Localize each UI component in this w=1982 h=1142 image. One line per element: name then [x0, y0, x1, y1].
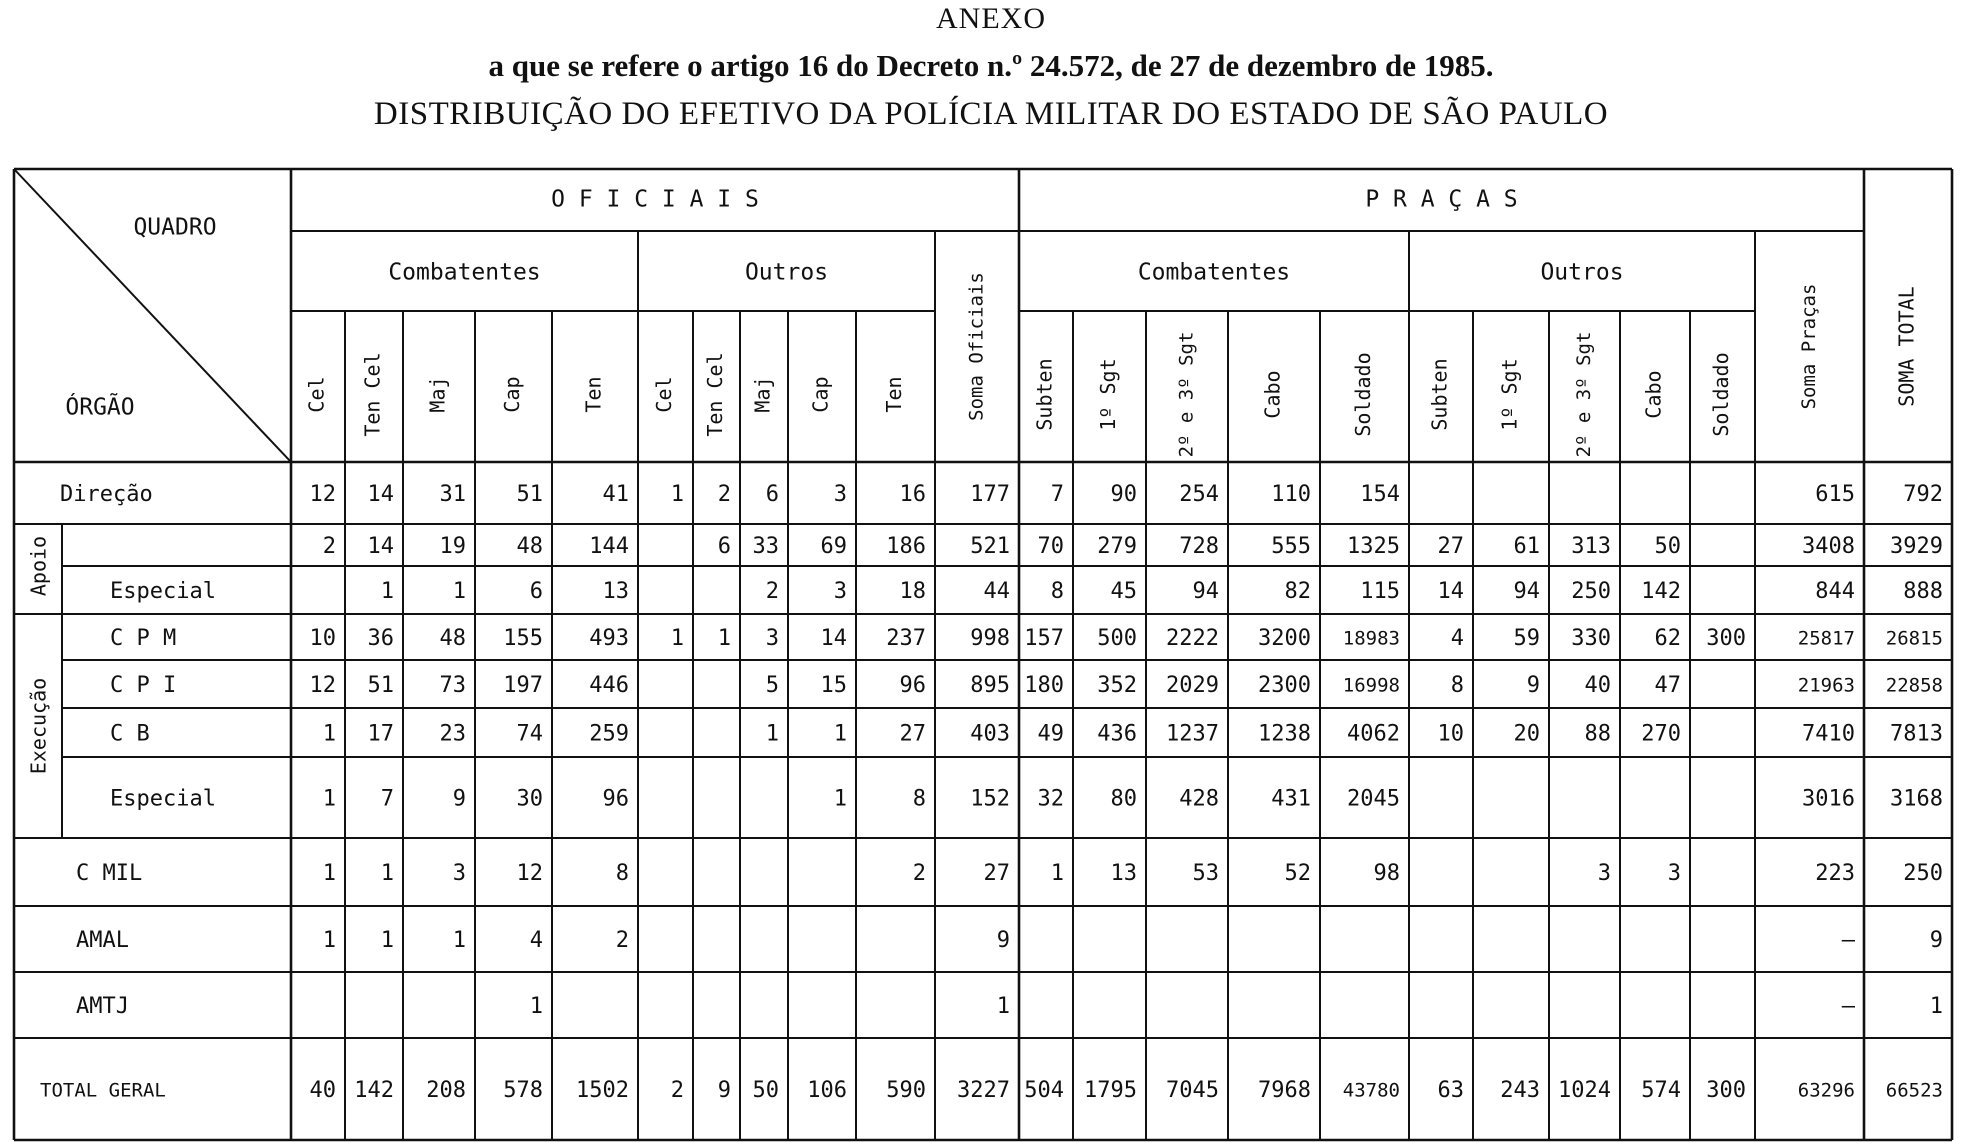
table-cell: 40 [1584, 673, 1611, 698]
table-cell: 33 [752, 534, 779, 559]
decree-reference: a que se refere o artigo 16 do Decreto n.º 24.572, de 27 de dezembro de 1985. [488, 48, 1494, 83]
table-cell: 3 [1597, 861, 1611, 886]
table-cell: 1 [380, 861, 394, 886]
column-header: Soldado [1709, 352, 1733, 437]
table-cell: 12 [309, 673, 336, 698]
subgroup-pracas-combatentes: Combatentes [1137, 259, 1291, 286]
column-header: Subten [1032, 358, 1057, 431]
table-cell: 59 [1513, 626, 1540, 651]
table-cell: 6 [765, 482, 779, 507]
table-cell: 3168 [1890, 786, 1943, 812]
table-cell: 51 [516, 482, 543, 507]
column-header: Soldado [1351, 352, 1375, 437]
corner-quadro-label: QUADRO [133, 214, 217, 241]
table-cell: 14 [820, 626, 847, 651]
table-cell: 615 [1815, 482, 1855, 507]
table-cell: 7813 [1890, 721, 1943, 747]
table-cell: 1 [833, 786, 847, 812]
column-header: Ten [882, 376, 906, 413]
column-header: Soma Oficiais [965, 272, 988, 421]
table-cell: 2300 [1258, 673, 1311, 698]
table-cell: 115 [1360, 579, 1400, 604]
group-oficiais-label: O F I C I A I S [551, 186, 759, 213]
table-cell: 44 [983, 579, 1010, 604]
table-cell: 3227 [957, 1078, 1010, 1103]
table-cell: 8 [615, 861, 629, 886]
column-header: 1º Sgt [1497, 358, 1522, 431]
table-cell: 7 [380, 786, 394, 812]
table-cell: 144 [589, 534, 629, 559]
table-cell: 1 [452, 579, 466, 604]
table-cell: 1 [322, 928, 336, 953]
column-header: Ten Cel [360, 352, 385, 437]
table-cell: 2 [717, 482, 731, 507]
table-cell: 9 [452, 786, 466, 812]
table-cell: – [1841, 928, 1855, 953]
table-cell: 82 [1284, 579, 1311, 604]
table-cell: 177 [970, 482, 1010, 507]
table-cell: 6 [529, 579, 543, 604]
table-cell: 1 [996, 994, 1010, 1019]
table-cell: 90 [1110, 482, 1137, 507]
table-cell: 12 [309, 482, 336, 507]
table-cell: 1 [529, 994, 543, 1019]
table-cell: 1 [322, 861, 336, 886]
table-cell: 50 [1654, 534, 1681, 559]
table-cell: 61 [1513, 534, 1540, 559]
table-cell: 352 [1097, 673, 1137, 698]
table-cell: 300 [1706, 626, 1746, 651]
table-cell: 844 [1815, 579, 1855, 604]
table-cell: 69 [820, 534, 847, 559]
table-cell: 74 [516, 721, 543, 747]
document-subtitle: DISTRIBUIÇÃO DO EFETIVO DA POLÍCIA MILITAR DO ESTADO DE SÃO PAULO [373, 96, 1609, 132]
table-cell: 7 [1050, 482, 1064, 507]
column-header: Ten Cel [703, 352, 727, 437]
table-cell: 1 [1929, 994, 1943, 1019]
table-cell: 19 [439, 534, 466, 559]
column-header: Cap [808, 376, 833, 413]
table-cell: 1 [833, 721, 847, 747]
column-header: SOMA TOTAL [1894, 286, 1919, 407]
table-cell: 431 [1271, 786, 1311, 812]
column-header: Subten [1427, 358, 1452, 431]
table-cell: 40 [309, 1078, 336, 1103]
table-cell: 3200 [1258, 626, 1311, 651]
group-pracas-label: P R A Ç A S [1365, 186, 1518, 213]
table-cell: 1 [717, 626, 731, 651]
table-cell: 18 [899, 579, 926, 604]
table-cell: 574 [1641, 1078, 1681, 1103]
table-cell: 73 [439, 673, 466, 698]
table-cell: 66523 [1885, 1079, 1943, 1102]
table-cell: 16 [899, 482, 926, 507]
grid-line [14, 169, 291, 462]
column-header: Maj [425, 376, 450, 413]
table-cell: 62 [1654, 626, 1681, 651]
table-cell: 998 [970, 626, 1010, 651]
table-cell: 3 [833, 579, 847, 604]
side-label-execucao: Execução [26, 677, 51, 775]
table-cell: 728 [1179, 534, 1219, 559]
table-cell: 279 [1097, 534, 1137, 559]
table-cell: 15 [820, 673, 847, 698]
column-header: 2º e 3º Sgt [1573, 331, 1595, 458]
table-cell: 1 [322, 786, 336, 812]
table-cell: 45 [1110, 579, 1137, 604]
table-cell: 27 [899, 721, 926, 747]
table-cell: 2 [322, 534, 336, 559]
table-cell: 48 [439, 626, 466, 651]
table-cell: 2 [615, 928, 629, 953]
table-cell: 155 [503, 626, 543, 651]
table-cell: 254 [1179, 482, 1219, 507]
column-header: Cap [500, 376, 524, 413]
table-cell: 1 [452, 928, 466, 953]
table-cell: 88 [1584, 721, 1611, 747]
table-cell: 32 [1037, 786, 1064, 812]
table-cell: 6 [717, 534, 731, 559]
table-cell: 428 [1179, 786, 1219, 812]
table-cell: 330 [1571, 626, 1611, 651]
table-cell: 96 [602, 786, 629, 812]
table-cell: 16998 [1342, 674, 1400, 697]
table-cell: 300 [1706, 1078, 1746, 1103]
table-cell: 9 [996, 928, 1010, 953]
row-label: Direção [60, 482, 153, 507]
table-cell: 3408 [1802, 534, 1855, 559]
column-header: Soma Praças [1798, 283, 1820, 410]
table-cell: 250 [1571, 579, 1611, 604]
table-cell: 9 [1929, 928, 1943, 953]
table-cell: 1024 [1558, 1078, 1611, 1103]
table-cell: 1 [670, 482, 684, 507]
table-cell: 888 [1903, 579, 1943, 604]
table-cell: 21963 [1797, 674, 1855, 697]
table-cell: 142 [1641, 579, 1681, 604]
table-cell: 197 [503, 673, 543, 698]
table-cell: 27 [1437, 534, 1464, 559]
table-cell: 792 [1903, 482, 1943, 507]
table-cell: 436 [1097, 721, 1137, 747]
table-cell: 590 [886, 1078, 926, 1103]
table-cell: 36 [367, 626, 394, 651]
table-cell: 2029 [1166, 673, 1219, 698]
row-label: C P I [110, 673, 177, 698]
table-cell: 18983 [1342, 627, 1400, 650]
table-cell: 3 [452, 861, 466, 886]
table-cell: 154 [1360, 482, 1400, 507]
table-cell: 1795 [1084, 1078, 1137, 1103]
table-cell: 8 [912, 786, 926, 812]
table-cell: 1325 [1347, 534, 1400, 559]
table-cell: 63 [1437, 1078, 1464, 1103]
table-cell: 96 [899, 673, 926, 698]
table-cell: 3 [1667, 861, 1681, 886]
table-cell: 3 [833, 482, 847, 507]
table-cell: 152 [970, 786, 1010, 812]
table-cell: 1 [380, 579, 394, 604]
column-header: Cabo [1260, 370, 1285, 419]
table-cell: 31 [439, 482, 466, 507]
table-cell: 2222 [1166, 626, 1219, 651]
table-cell: 50 [752, 1078, 779, 1103]
table-cell: 500 [1097, 626, 1137, 651]
column-header: 2º e 3º Sgt [1175, 331, 1198, 458]
table-cell: 12 [516, 861, 543, 886]
table-cell: 1 [380, 928, 394, 953]
table-cell: 3016 [1802, 786, 1855, 812]
column-header: Cel [304, 376, 329, 413]
table-cell: 70 [1037, 534, 1064, 559]
row-label: C B [110, 721, 150, 747]
table-cell: 270 [1641, 721, 1681, 747]
table-cell: 14 [1437, 579, 1464, 604]
table-cell: 2 [765, 579, 779, 604]
table-cell: 578 [503, 1078, 543, 1103]
table-cell: 48 [516, 534, 543, 559]
table-cell: 2 [912, 861, 926, 886]
table-cell: 2 [670, 1078, 684, 1103]
column-header: Ten [581, 376, 606, 413]
table-cell: 1238 [1258, 721, 1311, 747]
table-cell: 4 [529, 928, 543, 953]
table-cell: 4062 [1347, 721, 1400, 747]
table-cell: 2045 [1347, 786, 1400, 812]
table-cell: 13 [602, 579, 629, 604]
row-label: C MIL [76, 861, 143, 886]
table-cell: 27 [983, 861, 1010, 886]
corner-orgao-label: ÓRGÃO [65, 394, 135, 421]
table-cell: 250 [1903, 861, 1943, 886]
table-cell: 9 [1526, 673, 1540, 698]
column-header: Cabo [1641, 370, 1666, 419]
table-cell: 30 [516, 786, 543, 812]
table-cell: 208 [426, 1078, 466, 1103]
table-cell: 9 [717, 1078, 731, 1103]
table-cell: 26815 [1885, 627, 1943, 650]
annex-title: ANEXO [936, 2, 1046, 35]
table-cell: 313 [1571, 534, 1611, 559]
table-cell: 4 [1450, 626, 1464, 651]
table-cell: 142 [354, 1078, 394, 1103]
table-cell: 7045 [1166, 1078, 1219, 1103]
table-cell: 186 [886, 534, 926, 559]
column-header: Cel [652, 376, 676, 413]
row-label: TOTAL GERAL [40, 1079, 166, 1102]
table-cell: 1 [765, 721, 779, 747]
table-cell: 555 [1271, 534, 1311, 559]
table-cell: 47 [1654, 673, 1681, 698]
table-cell: 63296 [1797, 1079, 1855, 1102]
table-cell: 10 [1437, 721, 1464, 747]
table-cells [27, 187, 1944, 1104]
table-cell: 51 [367, 673, 394, 698]
table-cell: 41 [602, 482, 629, 507]
table-cell: 243 [1500, 1078, 1540, 1103]
table-cell: 43780 [1342, 1079, 1400, 1102]
table-cell: 20 [1513, 721, 1540, 747]
table-cell: 80 [1110, 786, 1137, 812]
table-cell: 1 [322, 721, 336, 747]
column-header: 1º Sgt [1096, 358, 1120, 431]
table-cell: 22858 [1885, 674, 1943, 697]
subgroup-oficiais-outros: Outros [744, 259, 829, 286]
table-cell: 7968 [1258, 1078, 1311, 1103]
table-cell: 8 [1450, 673, 1464, 698]
table-cell: 10 [309, 626, 336, 651]
table-cell: 14 [367, 482, 394, 507]
table-cell: 52 [1284, 861, 1311, 886]
table-cell: 13 [1110, 861, 1137, 886]
table-cell: 23 [439, 721, 466, 747]
row-label: Especial [110, 579, 216, 604]
table-cell: 237 [886, 626, 926, 651]
table-cell: 1237 [1166, 721, 1219, 747]
table-cell: 3929 [1890, 534, 1943, 559]
table-cell: 14 [367, 534, 394, 559]
row-label: AMTJ [76, 994, 129, 1019]
table-cell: 446 [589, 673, 629, 698]
table-cell: 3 [765, 626, 779, 651]
subgroup-pracas-outros: Outros [1540, 259, 1624, 286]
table-cell: 94 [1192, 579, 1219, 604]
column-header: Maj [750, 376, 775, 413]
table-cell: 259 [589, 721, 629, 747]
table-cell: 7410 [1802, 721, 1855, 747]
table-cell: 49 [1037, 721, 1064, 747]
table-cell: 1 [670, 626, 684, 651]
table-cell: – [1841, 994, 1855, 1019]
table-cell: 8 [1050, 579, 1064, 604]
row-label: AMAL [76, 928, 129, 953]
table-cell: 106 [807, 1078, 847, 1103]
table-cell: 180 [1024, 673, 1064, 698]
table-cell: 504 [1024, 1078, 1064, 1103]
table-cell: 25817 [1797, 627, 1855, 650]
table-cell: 157 [1024, 626, 1064, 651]
table-cell: 403 [970, 721, 1010, 747]
table-cell: 521 [970, 534, 1010, 559]
table-cell: 98 [1373, 861, 1400, 886]
table-cell: 94 [1513, 579, 1540, 604]
table-cell: 1502 [576, 1078, 629, 1103]
side-label-apoio: Apoio [26, 535, 51, 597]
table-cell: 493 [589, 626, 629, 651]
row-label: C P M [110, 626, 177, 651]
table-cell: 17 [367, 721, 394, 747]
table-cell: 895 [970, 673, 1010, 698]
row-label: Especial [110, 786, 216, 812]
table-cell: 53 [1192, 861, 1219, 886]
table-cell: 223 [1815, 861, 1855, 886]
subgroup-oficiais-combatentes: Combatentes [388, 259, 541, 286]
table-cell: 110 [1271, 482, 1311, 507]
table-cell: 1 [1050, 861, 1064, 886]
table-cell: 5 [765, 673, 779, 698]
